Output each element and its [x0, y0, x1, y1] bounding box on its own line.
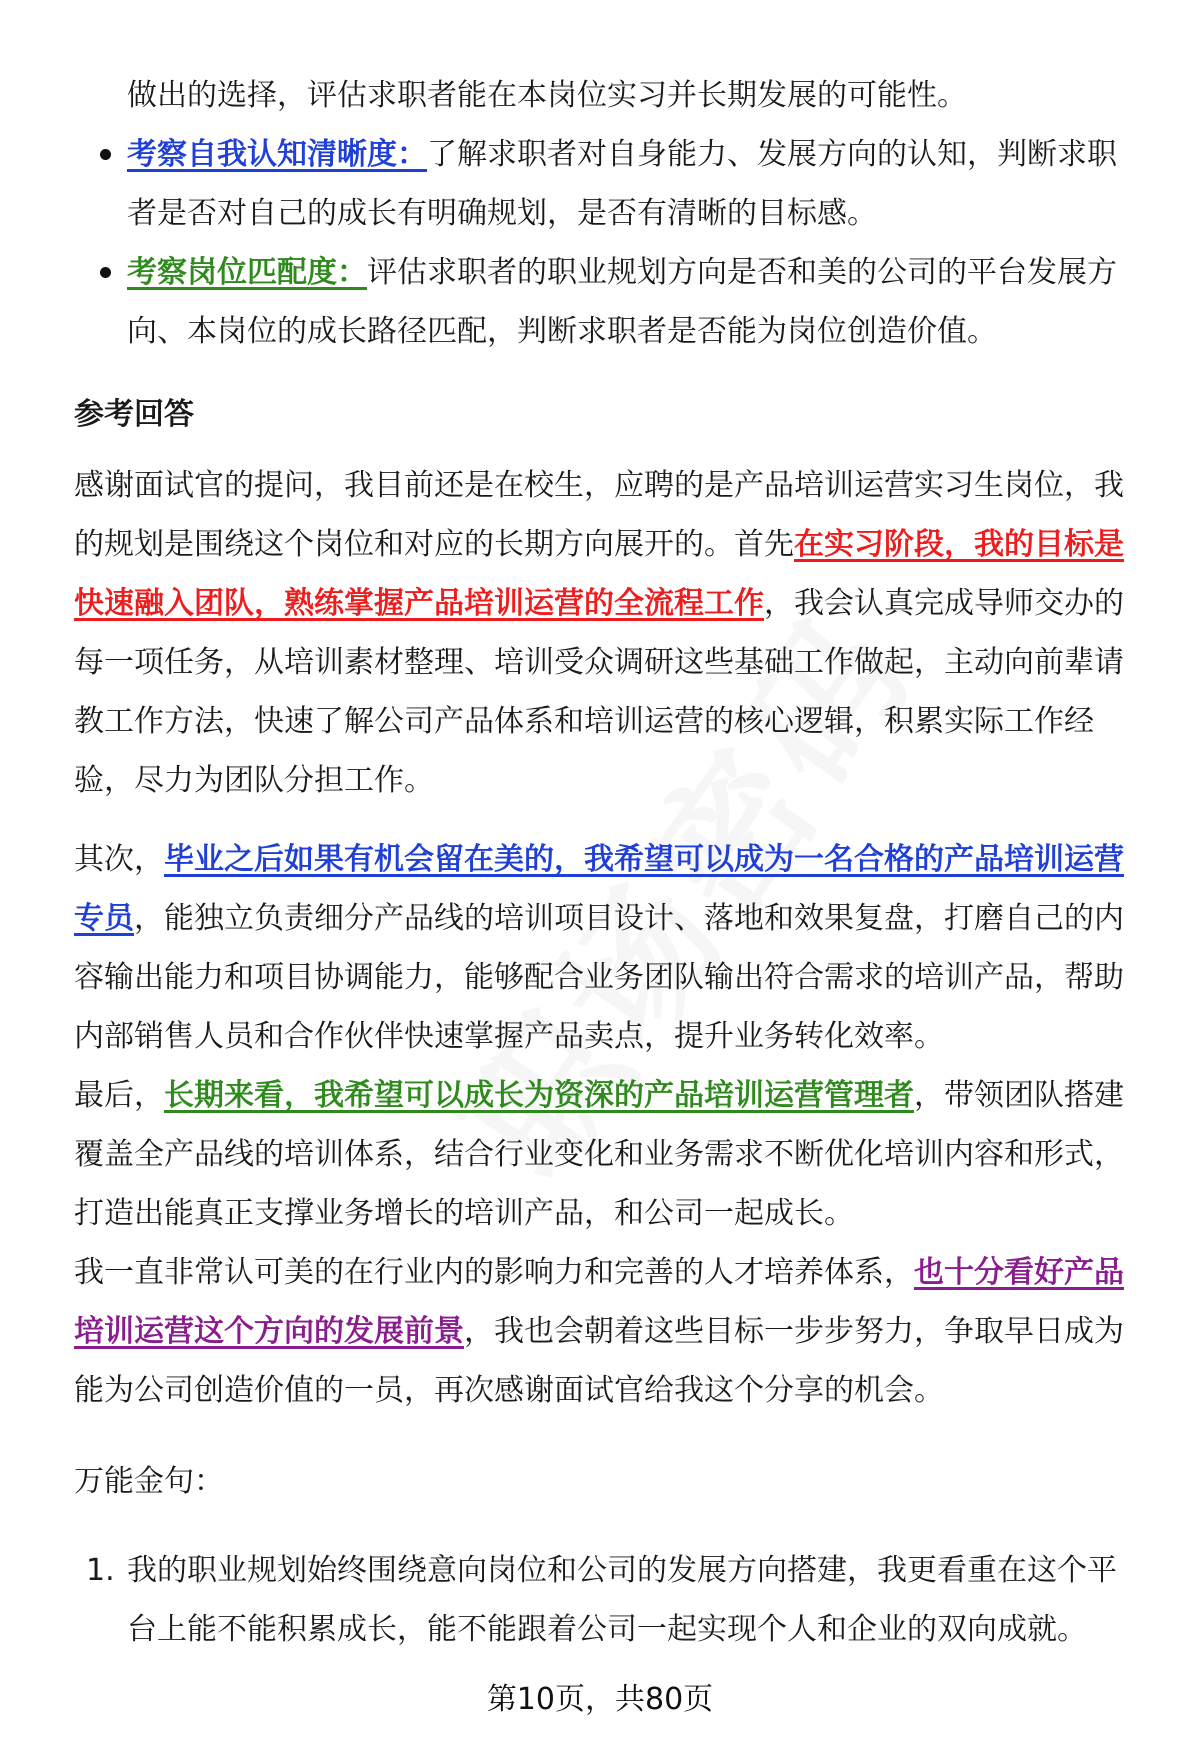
bullet-text: 了解求职者对自身能力、发展方向的认知，判断求职者是否对自己的成长有明确规划，是否有清晰的目标感。 — [127, 137, 1117, 231]
page-number: 第10页，共80页 — [486, 1682, 714, 1717]
golden-sentence-list — [74, 1541, 1146, 1659]
paragraph-text: 其次， — [74, 842, 164, 877]
answer-paragraph — [74, 1066, 1146, 1243]
paragraph-text: ，带领团队搭建覆盖全产品线的培训体系，结合行业变化和业务需求不断优化培训内容和形式，打造出能真正支撑业务增长的培训产品，和公司一起成长。 — [74, 1078, 1124, 1231]
assessment-list — [74, 125, 1146, 361]
section-heading: 参考回答 — [74, 397, 194, 432]
list-item-text: 我的职业规划始终围绕意向岗位和公司的发展方向搭建，我更看重在这个平台上能不能积累成长，能不能跟着公司一起实现个人和企业的双向成就。 — [127, 1553, 1117, 1647]
section-heading: 万能金句： — [74, 1464, 224, 1499]
bullet-text: 评估求职者的职业规划方向是否和美的公司的平台发展方向、本岗位的成长路径匹配，判断求职者是否能为岗位创造价值。 — [127, 255, 1117, 349]
page-content — [74, 66, 1146, 1659]
highlight-text: 在实习阶段，我的目标是快速融入团队，熟练掌握产品培训运营的全流程工作 — [74, 527, 1124, 621]
paragraph-text: ，我会认真完成导师交办的每一项任务，从培训素材整理、培训受众调研这些基础工作做起，主动向前辈请教工作方法，快速了解公司产品体系和培训运营的核心逻辑，积累实际工作经验，尽力为团队分担工作。 — [74, 586, 1124, 798]
intro-tail: 做出的选择，评估求职者能在本岗位实习并长期发展的可能性。 — [127, 78, 967, 113]
highlight-text: 毕业之后如果有机会留在美的，我希望可以成为一名合格的产品培训运营专员 — [74, 842, 1124, 936]
list-item — [74, 125, 1146, 243]
paragraph-text: 最后， — [74, 1078, 164, 1113]
list-number: 1. — [86, 1553, 115, 1588]
paragraph-text: ，我也会朝着这些目标一步步努力，争取早日成为能为公司创造价值的一员，再次感谢面试官给我这个分享的机会。 — [74, 1314, 1124, 1408]
highlight-text: 长期来看，我希望可以成长为资深的产品培训运营管理者 — [164, 1078, 914, 1113]
list-item — [74, 1541, 1146, 1659]
paragraph-text: 我一直非常认可美的在行业内的影响力和完善的人才培养体系， — [74, 1255, 914, 1290]
bullet-icon — [100, 149, 111, 160]
paragraph-text: 感谢面试官的提问，我目前还是在校生，应聘的是产品培训运营实习生岗位，我的规划是围绕这个岗位和对应的长期方向展开的。首先 — [74, 468, 1124, 562]
paragraph-text: ，能独立负责细分产品线的培训项目设计、落地和效果复盘，打磨自己的内容输出能力和项目协调能力，能够配合业务团队输出符合需求的培训产品，帮助内部销售人员和合作伙伴快速掌握产品卖点，提升业务转化效率。 — [74, 901, 1124, 1054]
highlight-text: 也十分看好产品培训运营这个方向的发展前景 — [74, 1255, 1124, 1349]
bullet-label: 考察自我认知清晰度： — [127, 137, 427, 172]
bullet-label: 考察岗位匹配度： — [127, 255, 367, 290]
answer-paragraph — [74, 830, 1146, 1066]
answer-paragraph — [74, 1243, 1146, 1420]
answer-paragraph — [74, 456, 1146, 810]
bullet-icon — [100, 267, 111, 278]
list-item — [74, 243, 1146, 361]
